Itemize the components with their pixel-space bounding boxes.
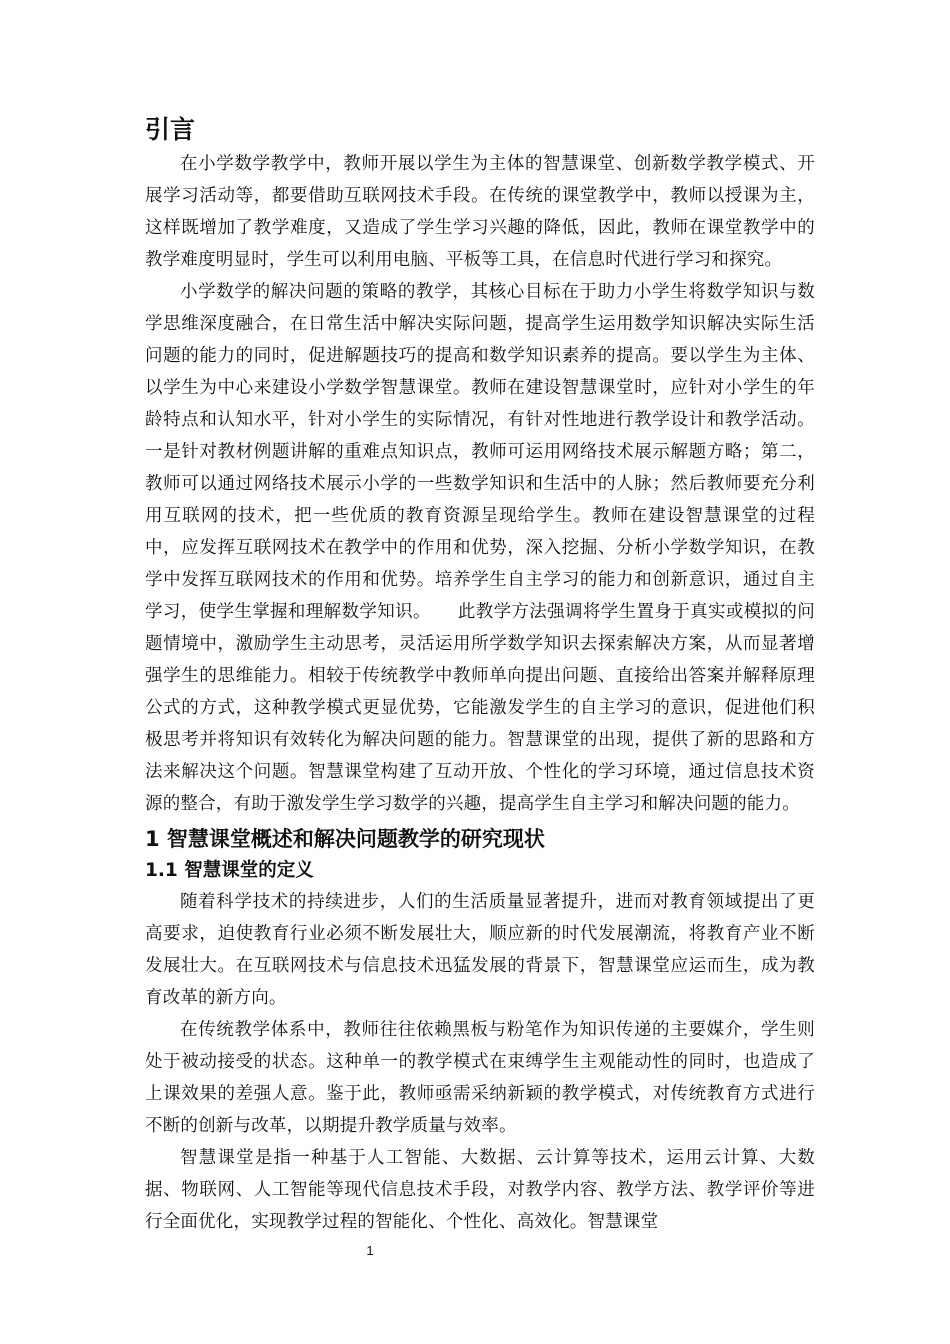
- section-1-1-paragraph-1: 随着科学技术的持续进步，人们的生活质量显著提升，进而对教育领域提出了更高要求，迫使教育行业必须不断发展壮大，顺应新的时代发展潮流，将教育产业不断发展壮大。在互联网技术与信息技术迅猛发展的背景下，智慧课堂应运而生，成为教育改革的新方向。: [145, 892, 815, 1008]
- section-1-1-heading: 1.1 智慧课堂的定义: [145, 860, 314, 881]
- intro-paragraph-1: 在小学数学教学中，教师开展以学生为主体的智慧课堂、创新数学教学模式、开展学习活动等，都要借助互联网技术手段。在传统的课堂教学中，教师以授课为主，这样既增加了教学难度，又造成了学生学习兴趣的降低，因此，教师在课堂教学中的教学难度明显时，学生可以利用电脑、平板等工具，在信息时代进行学习和探究。: [145, 154, 815, 270]
- document-body: [145, 112, 815, 1238]
- intro-paragraph-2: 小学数学的解决问题的策略的教学，其核心目标在于助力小学生将数学知识与数学思维深度融合，在日常生活中解决实际问题，提高学生运用数学知识解决实际生活问题的能力的同时，促进解题技巧的提高和数学知识素养的提高。要以学生为主体、以学生为中心来建设小学数学智慧课堂。教师在建设智慧课堂时，应针对小学生的年龄特点和认知水平，针对小学生的实际情况，有针对性地进行教学设计和教学活动。一是针对教材例题讲解的重难点知识点，教师可运用网络技术展示解题方略；第二，教师可以通过网络技术展示小学的一些数学知识和生活中的人脉；然后教师要充分利用互联网的技术，把一些优质的教育资源呈现给学生。教师在建设智慧课堂的过程中，应发挥互联网技术在教学中的作用和优势，深入挖掘、分析小学数学知识，在教学中发挥互联网技术的作用和优势。培养学生自主学习的能力和创新意识，通过自主学习，使学生掌握和理解数学知识。 此教学方法强调将学生置身于真实或模拟的问题情境中，激励学生主动思考，灵活运用所学数学知识去探索解决方案，从而显著增强学生的思维能力。相较于传统教学中教师单向提出问题、直接给出答案并解释原理公式的方式，这种教学模式更显优势，它能激发学生的自主学习的意识，促进他们积极思考并将知识有效转化为解决问题的能力。智慧课堂的出现，提供了新的思路和方法来解决这个问题。智慧课堂构建了互动开放、个性化的学习环境，通过信息技术资源的整合，有助于激发学生学习数学的兴趣，提高学生自主学习和解决问题的能力。: [145, 282, 815, 814]
- section-1-1-paragraph-3: 智慧课堂是指一种基于人工智能、大数据、云计算等技术，运用云计算、大数据、物联网、人工智能等现代信息技术手段，对教学内容、教学方法、教学评价等进行全面优化，实现教学过程的智能化、个性化、高效化。智慧课堂: [145, 1148, 815, 1232]
- intro-heading: 引言: [145, 115, 196, 144]
- section-1-1-paragraph-2: 在传统教学体系中，教师往往依赖黑板与粉笔作为知识传递的主要媒介，学生则处于被动接受的状态。这种单一的教学模式在束缚学生主观能动性的同时，也造成了上课效果的差强人意。鉴于此，教师亟需采纳新颖的教学模式，对传统教育方式进行不断的创新与改革，以期提升教学质量与效率。: [145, 1020, 815, 1136]
- section-1-heading: 1 智慧课堂概述和解决问题教学的研究现状: [145, 827, 545, 851]
- page-number: 1: [366, 1243, 374, 1258]
